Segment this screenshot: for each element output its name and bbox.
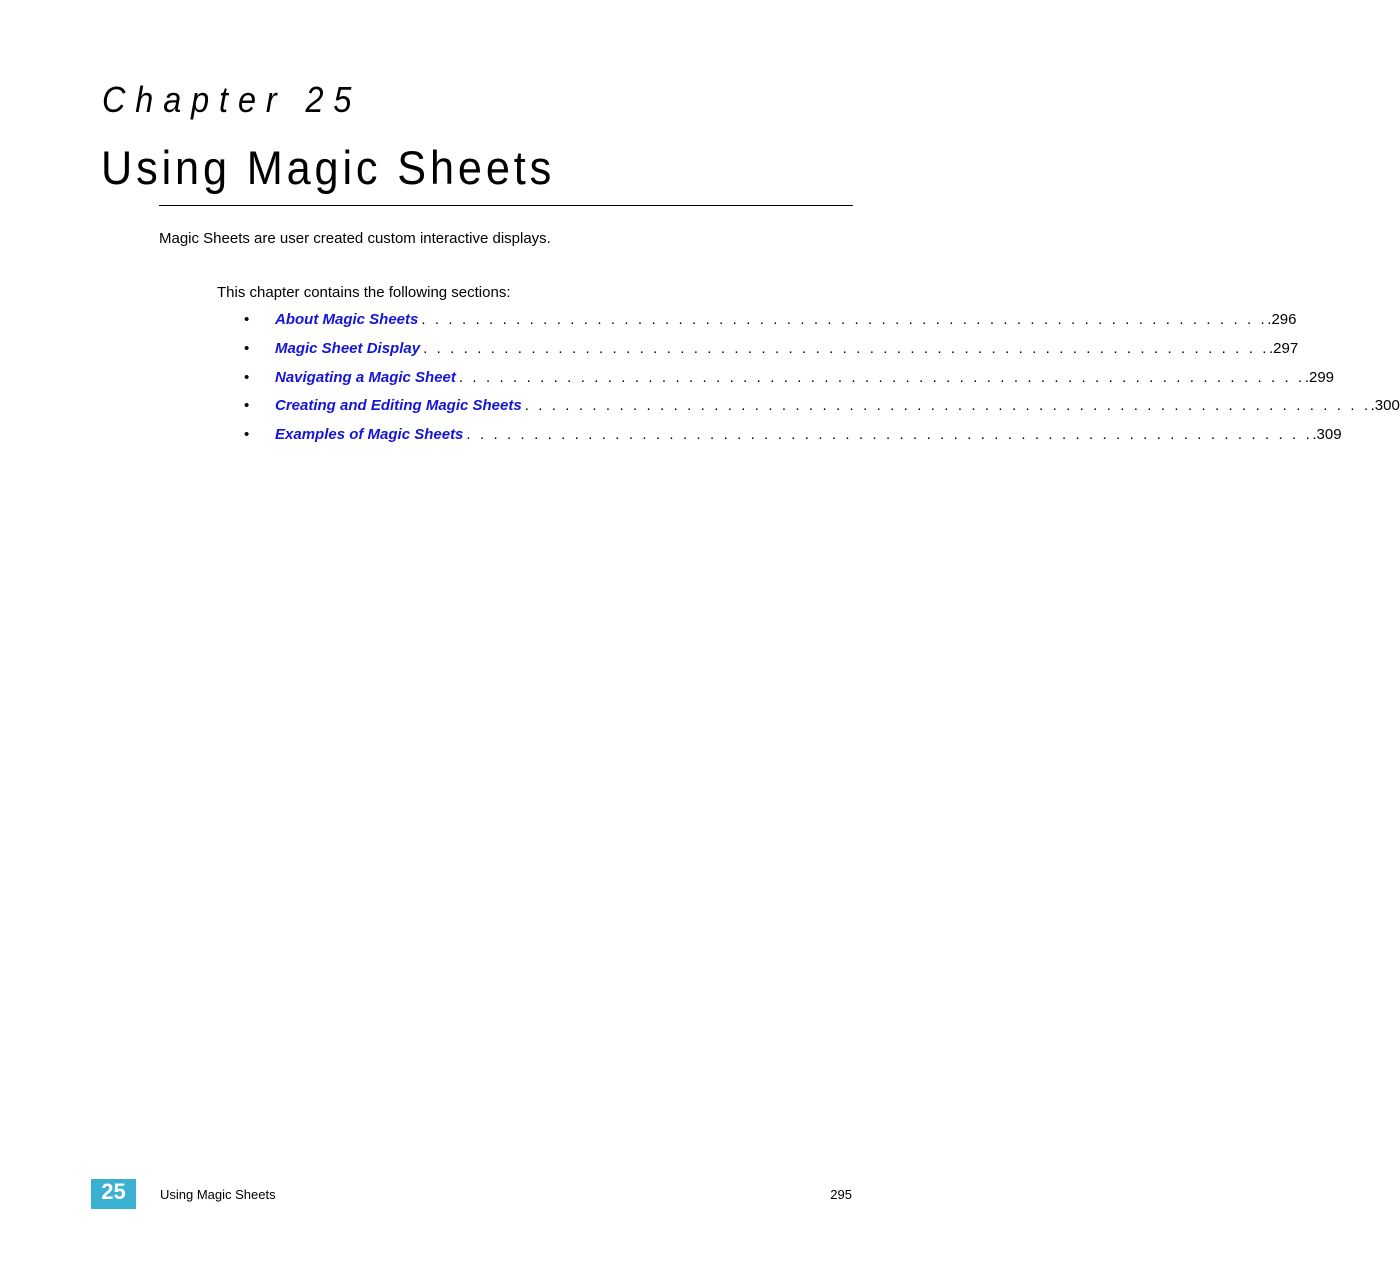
chapter-label: Chapter 25: [102, 79, 362, 120]
dot-leader: . . . . . . . . . . . . . . . . . . . . . . . . . . . . . . . . . . . . . . . . . . . . . . . . . . . . . . . . . . . . . . .: [524, 397, 1371, 415]
bullet: •: [244, 426, 250, 444]
sections-intro: This chapter contains the following sections:: [217, 284, 511, 301]
table-of-contents: [244, 310, 1400, 454]
toc-link-about-magic-sheets[interactable]: About Magic Sheets: [275, 311, 419, 328]
toc-row: [275, 310, 1297, 330]
toc-item-examples: [244, 425, 1342, 454]
toc-item-display: [244, 339, 1299, 368]
footer-running-title: Using Magic Sheets: [160, 1187, 276, 1202]
chapter-title: Using Magic Sheets: [101, 141, 556, 194]
toc-page-number: .297: [1269, 339, 1299, 357]
toc-page-number: .299: [1304, 368, 1335, 386]
dot-leader: . . . . . . . . . . . . . . . . . . . . . . . . . . . . . . . . . . . . . . . . . . . . . . . . . . . . . . . . . . . . . . .: [466, 426, 1313, 444]
toc-row: [275, 368, 1335, 388]
toc-link-examples-of-magic-sheets[interactable]: Examples of Magic Sheets: [275, 426, 464, 444]
bullet: •: [244, 311, 250, 328]
dot-leader: . . . . . . . . . . . . . . . . . . . . . . . . . . . . . . . . . . . . . . . . . . . . . . . . . . . . . . . . . . . . . . .: [421, 311, 1268, 328]
toc-page-number: .296: [1267, 311, 1297, 328]
toc-link-magic-sheet-display[interactable]: Magic Sheet Display: [275, 339, 421, 357]
intro-paragraph: Magic Sheets are user created custom interactive displays.: [159, 230, 551, 247]
dot-leader: . . . . . . . . . . . . . . . . . . . . . . . . . . . . . . . . . . . . . . . . . . . . . . . . . . . . . . . . . . . . . . .: [423, 339, 1269, 357]
toc-link-navigating-a-magic-sheet[interactable]: Navigating a Magic Sheet: [275, 368, 456, 386]
dot-leader: . . . . . . . . . . . . . . . . . . . . . . . . . . . . . . . . . . . . . . . . . . . . . . . . . . . . . . . . . . . . . . .: [458, 368, 1305, 386]
toc-row: [275, 339, 1299, 359]
toc-item-navigating: [244, 368, 1335, 397]
bullet: •: [244, 368, 250, 386]
bullet: •: [244, 339, 250, 357]
title-divider: [159, 205, 853, 206]
toc-row: [275, 396, 1400, 416]
toc-page-number: .309: [1312, 426, 1342, 444]
footer-page-number: 295: [830, 1187, 852, 1202]
bullet: •: [244, 397, 250, 415]
toc-row: [275, 425, 1342, 445]
chapter-number-badge: 25: [91, 1179, 136, 1209]
toc-link-creating-and-editing-magic-sheets[interactable]: Creating and Editing Magic Sheets: [275, 397, 522, 415]
toc-item-creating: [244, 396, 1400, 425]
toc-page-number: .300: [1370, 397, 1400, 415]
toc-item-about: [244, 310, 1297, 339]
